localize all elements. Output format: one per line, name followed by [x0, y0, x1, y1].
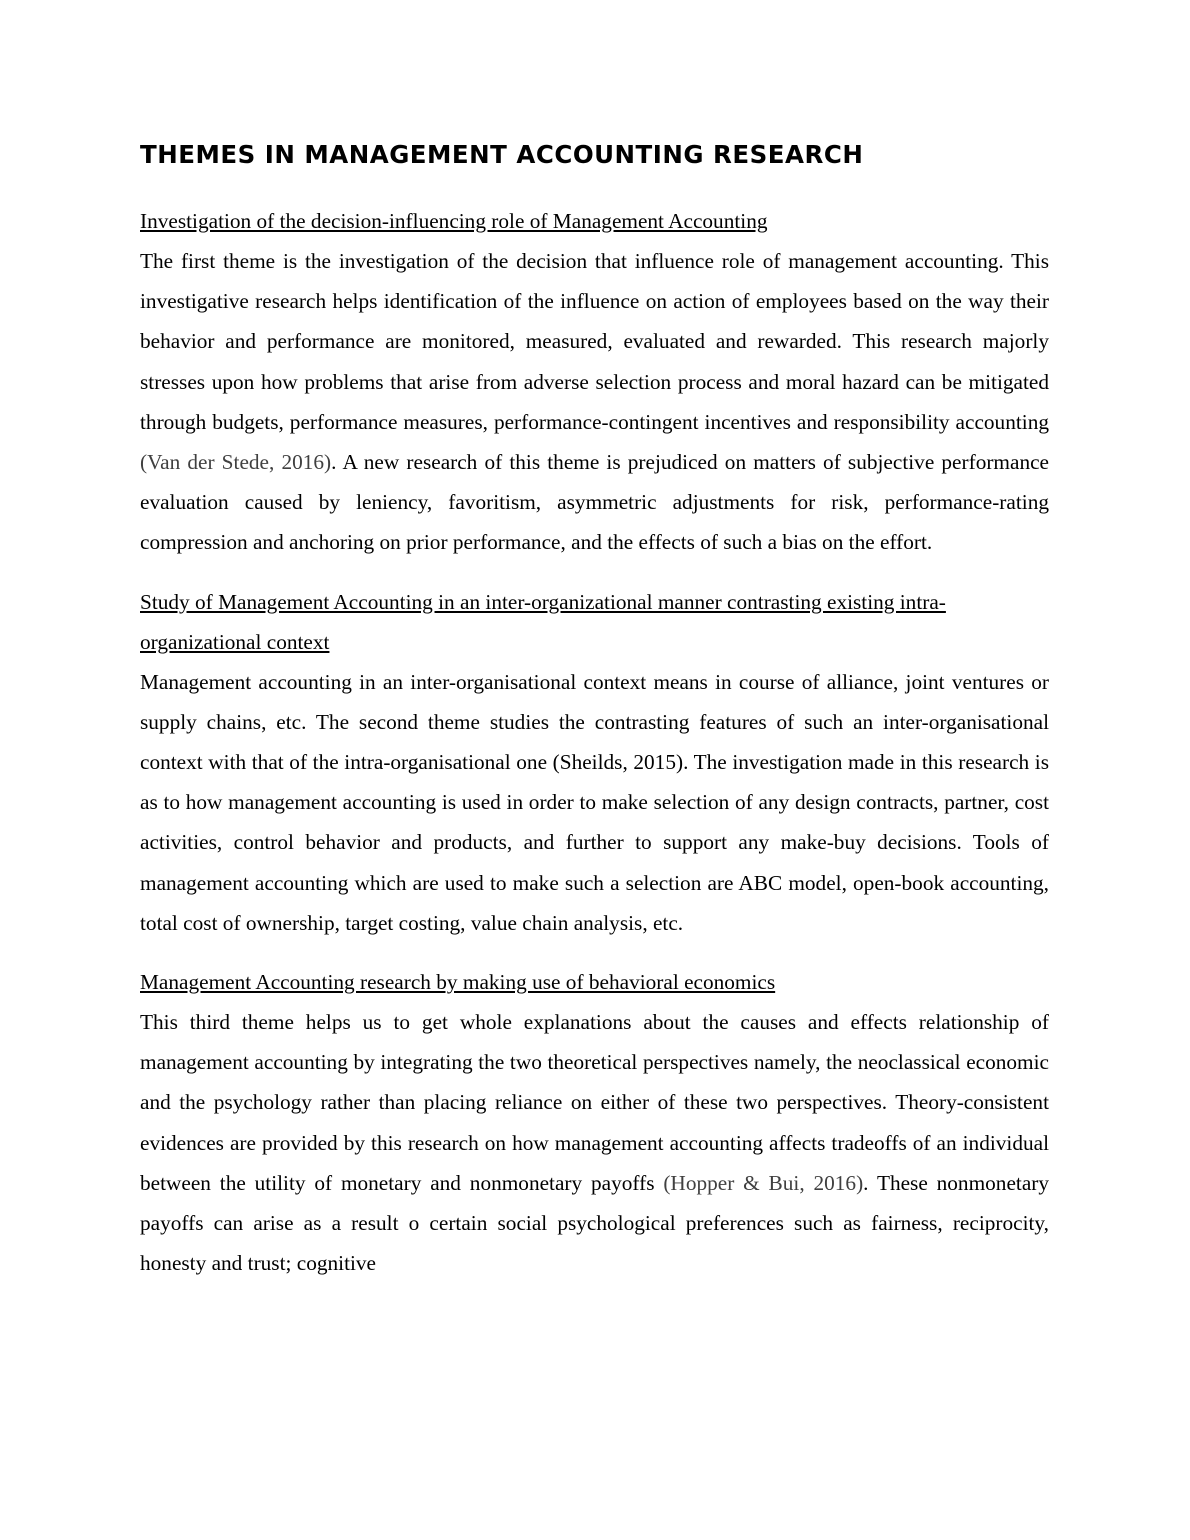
section-body — [140, 241, 1049, 563]
body-text: . These nonmonetary payoffs can arise as a result o certain social psychological preferences such as fairness, reciprocity, honesty and trust; cognitive — [140, 1170, 1050, 1276]
section-decision-influencing-role — [140, 201, 1049, 563]
section-heading: Study of Management Accounting in an inter-organizational manner contrasting existing intra-organizational context — [140, 589, 946, 654]
section-body — [140, 1002, 1049, 1283]
section-heading: Investigation of the decision-influencing role of Management Accounting — [140, 209, 768, 233]
body-text: This third theme helps us to get whole explanations about the causes and effects relationship of management accounting by integrating the two theoretical perspectives namely, the neoclassical economic and the psychology rather than placing reliance on either of these two perspectives. Theory-consistent evidences are provided by this research on how management accounting affects tradeoffs of an individual between the utility of monetary and nonmonetary payoffs — [140, 1010, 1049, 1195]
document-title: THEMES IN MANAGEMENT ACCOUNTING RESEARCH — [140, 140, 864, 169]
section-inter-organizational — [140, 582, 1049, 943]
body-text: . A new research of this theme is prejudiced on matters of subjective performance evaluation caused by leniency, favoritism, asymmetric adjustments for risk, performance-rating compression and anchoring on prior performance, and the effects of such a bias on the effort. — [140, 450, 1050, 555]
section-heading: Management Accounting research by making use of behavioral economics — [140, 970, 776, 995]
section-body: Management accounting in an inter-organisational context means in course of alliance, joint ventures or supply chains, etc. The second theme studies the contrasting features of such an inter-organisational context with that of the intra-organisational one (Sheilds, 2015). The investigation made in this research is as to how management accounting is used in order to make selection of any design contracts, partner, cost activities, control behavior and products, and further to support any make-buy decisions. Tools of management accounting which are used to make such a selection are ABC model, open-book accounting, total cost of ownership, target costing, value chain analysis, etc. — [140, 669, 1049, 935]
citation: (Hopper & Bui, 2016) — [663, 1170, 864, 1195]
body-text: The first theme is the investigation of the decision that influence role of management accounting. This investigative research helps identification of the influence on action of employees based on the way their behavior and performance are monitored, measured, evaluated and rewarded. This research majorly stresses upon how problems that arise from adverse selection process and moral hazard can be mitigated through budgets, performance measures, performance-contingent incentives and responsibility accounting — [140, 249, 1049, 434]
citation: (Van der Stede, 2016) — [140, 450, 332, 475]
document-page — [140, 130, 1049, 1283]
section-behavioral-economics — [140, 962, 1049, 1283]
